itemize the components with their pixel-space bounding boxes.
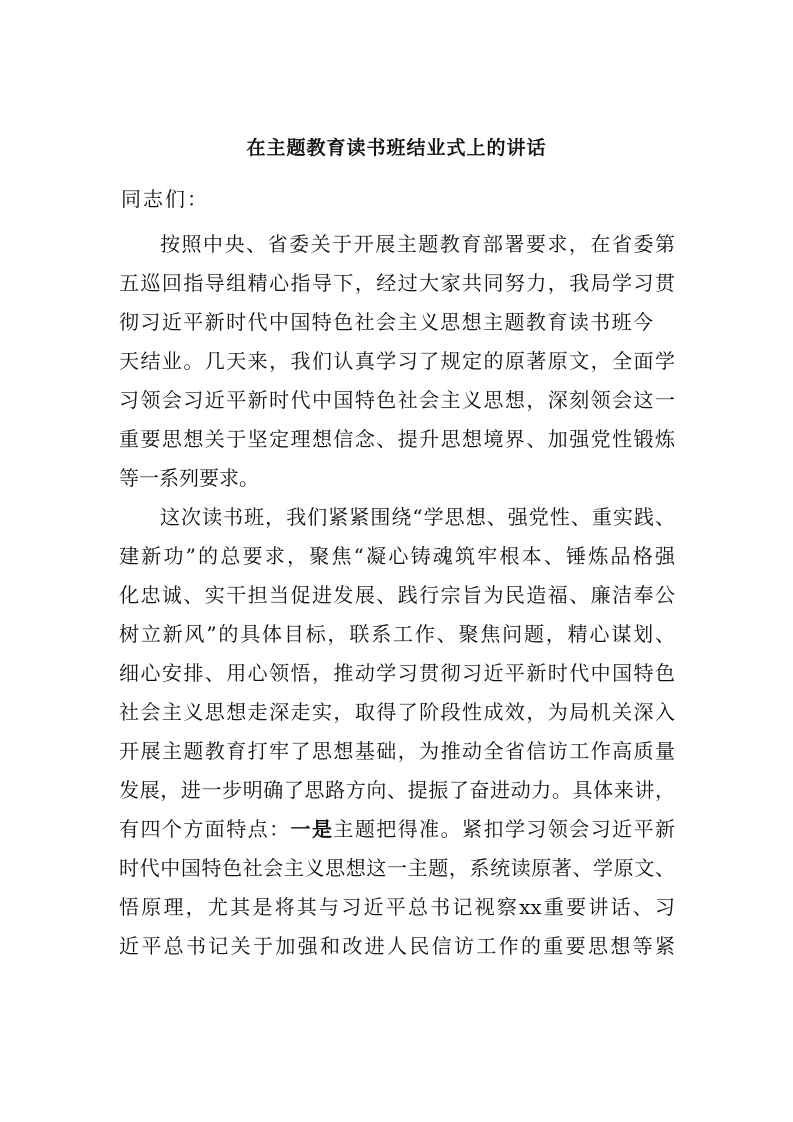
text-line: 细心安排、用心领悟，推动学习贯彻习近平新时代中国特色 bbox=[119, 661, 675, 685]
text-line: 化忠诚、实干担当促进发展、践行宗旨为民造福、廉洁奉公 bbox=[119, 583, 675, 607]
text-line: 彻习近平新时代中国特色社会主义思想主题教育读书班今 bbox=[119, 310, 653, 334]
text-line: 社会主义思想走深走实，取得了阶段性成效，为局机关深入 bbox=[119, 700, 675, 724]
text-line: 五巡回指导组精心指导下，经过大家共同努力，我局学习贯 bbox=[119, 271, 675, 295]
text-line: 等一系列要求。 bbox=[119, 466, 259, 490]
text-line: 习领会习近平新时代中国特色社会主义思想，深刻领会这一 bbox=[119, 388, 675, 412]
document-body bbox=[119, 225, 675, 966]
emphasis-label: 一是 bbox=[290, 817, 334, 841]
text-line: 重要思想关于坚定理想信念、提升思想境界、加强党性锻炼 bbox=[119, 427, 675, 451]
text-segment: 有四个方面特点： bbox=[119, 817, 291, 841]
text-line: 近平总书记关于加强和改进人民信访工作的重要思想等紧 bbox=[119, 934, 675, 958]
text-line: 时代中国特色社会主义思想这一主题，系统读原著、学原文、 bbox=[119, 856, 675, 880]
text-line: 发展，进一步明确了思路方向、提振了奋进动力。具体来讲， bbox=[119, 778, 675, 802]
salutation: 同志们： bbox=[121, 187, 209, 211]
text-line: 这次读书班，我们紧紧围绕“学思想、强党性、重实践、 bbox=[160, 505, 675, 529]
text-line: 开展主题教育打牢了思想基础，为推动全省信访工作高质量 bbox=[119, 739, 675, 763]
text-line: 树立新风”的具体目标，联系工作、聚焦问题，精心谋划、 bbox=[119, 622, 675, 646]
text-line-with-emphasis bbox=[119, 810, 675, 849]
text-line: 天结业。几天来，我们认真学习了规定的原著原文，全面学 bbox=[119, 349, 675, 373]
text-line: 建新功”的总要求，聚焦“凝心铸魂筑牢根本、锤炼品格强 bbox=[119, 544, 675, 568]
text-line: 悟原理，尤其是将其与习近平总书记视察xx重要讲话、习 bbox=[119, 895, 675, 919]
text-segment: 主题把得准。紧扣学习领会习近平新 bbox=[333, 817, 676, 841]
text-line: 按照中央、省委关于开展主题教育部署要求，在省委第 bbox=[160, 232, 675, 256]
document-title: 在主题教育读书班结业式上的讲话 bbox=[246, 137, 547, 159]
